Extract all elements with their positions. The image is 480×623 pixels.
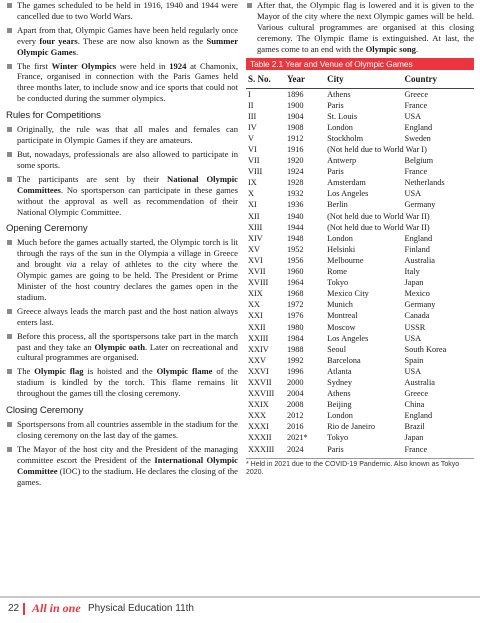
- cell-sno: V: [248, 133, 254, 143]
- table-row: [246, 377, 474, 388]
- bullet-square-icon: [247, 3, 252, 8]
- cell-city: Antwerp: [327, 156, 357, 166]
- bullet-square-icon: [7, 64, 12, 69]
- cell-sno: III: [248, 111, 257, 121]
- table-row: [246, 166, 474, 177]
- table-row: [246, 310, 474, 321]
- cell-country: Greece: [404, 389, 429, 399]
- cell-country: France: [404, 167, 428, 177]
- cell-country: Finland: [404, 244, 430, 254]
- cell-city: Los Angeles: [327, 333, 369, 343]
- paragraph: Originally, the rule was that all males and females can participate in Olympic Games if they are amateurs.: [6, 124, 238, 146]
- cell-year: 1952: [286, 244, 304, 254]
- cell-city: Barcelona: [327, 355, 361, 365]
- right-column: [246, 0, 474, 478]
- cell-country: Japan: [404, 433, 424, 443]
- cell-sno: XXVI: [248, 366, 269, 376]
- header-country: Country: [403, 70, 474, 89]
- bullet-square-icon: [7, 334, 12, 339]
- cell-country: Australia: [404, 255, 435, 265]
- cell-city: Los Angeles: [327, 189, 369, 199]
- cell-sno: XII: [248, 211, 260, 221]
- cell-year: 1992: [286, 355, 304, 365]
- bullet-square-icon: [7, 240, 12, 245]
- cell-year: 2008: [286, 400, 304, 410]
- table-row: [246, 133, 474, 144]
- cell-year: 1996: [286, 366, 304, 376]
- cell-sno: XXXIII: [248, 444, 275, 454]
- cell-country: Greece: [404, 89, 429, 99]
- table-row: [246, 155, 474, 166]
- table-row: [246, 366, 474, 377]
- cell-year: 2021*: [286, 433, 308, 443]
- section-heading-rules: Rules for Competitions: [6, 110, 101, 122]
- cell-city: Helsinki: [327, 244, 356, 254]
- table-header-row: [246, 70, 474, 89]
- table-footnote: * Held in 2021 due to the COVID-19 Pandemic. Also known as Tokyo 2020.: [246, 458, 474, 478]
- cell-city: London: [327, 122, 353, 132]
- bullet-square-icon: [7, 447, 12, 452]
- page-footer: [0, 596, 480, 623]
- cell-city: Munich: [327, 300, 353, 310]
- cell-sno: XXII: [248, 322, 266, 332]
- cell-country: USA: [404, 111, 422, 121]
- cell-sno: IX: [248, 178, 257, 188]
- cell-year: 2024: [286, 444, 304, 454]
- paragraph: Greece always leads the march past and the host nation always enters last.: [6, 306, 238, 328]
- cell-note: (Not held due to World War II): [327, 222, 430, 232]
- cell-city: Atlanta: [327, 366, 352, 376]
- paragraph: But, nowadays, professionals are also allowed to participate in some sports.: [6, 149, 238, 171]
- cell-year: 1900: [286, 100, 304, 110]
- left-column: [6, 0, 238, 491]
- cell-sno: I: [248, 89, 251, 99]
- cell-sno: VI: [248, 145, 257, 154]
- cell-country: Canada: [404, 311, 430, 321]
- cell-sno: XXVIII: [248, 389, 275, 399]
- cell-city: Stockholm: [327, 133, 364, 143]
- paragraph: Apart from that, Olympic Games have been held regularly once every four years. These are now also known as the Summer Olympic Games.: [6, 25, 238, 58]
- cell-country: USSR: [404, 322, 426, 332]
- cell-year: 1976: [286, 311, 304, 321]
- cell-year: 2000: [286, 377, 304, 387]
- page-number: 22: [8, 603, 20, 614]
- bullet-square-icon: [7, 28, 12, 33]
- table-row: [246, 199, 474, 210]
- cell-year: 1960: [286, 267, 304, 277]
- cell-year: 2012: [286, 411, 304, 421]
- cell-city: Rome: [327, 267, 347, 277]
- table-row: [246, 122, 474, 133]
- cell-city: Montreal: [327, 311, 358, 321]
- table-row: [246, 188, 474, 199]
- bullet-square-icon: [7, 422, 12, 427]
- cell-sno: XI: [248, 200, 257, 210]
- cell-sno: XXV: [248, 355, 266, 365]
- cell-city: London: [327, 411, 353, 421]
- cell-year: 1988: [286, 344, 304, 354]
- cell-city: Rio de Janeiro: [327, 422, 376, 432]
- cell-sno: XXXII: [248, 433, 272, 443]
- cell-city: Athens: [327, 89, 351, 99]
- cell-country: Sweden: [404, 133, 431, 143]
- cell-city: Berlin: [327, 200, 348, 210]
- table-row: [246, 388, 474, 399]
- bullet-square-icon: [7, 152, 12, 157]
- brand-logo: All in one: [32, 601, 81, 615]
- bullet-square-icon: [7, 127, 12, 132]
- cell-country: England: [404, 122, 433, 132]
- cell-country: Mexico: [404, 289, 430, 299]
- cell-sno: XXIII: [248, 333, 269, 343]
- header-city: City: [325, 70, 402, 89]
- cell-sno: XXIV: [248, 344, 269, 354]
- cell-year: 1940: [286, 211, 304, 221]
- table-row: [246, 333, 474, 344]
- cell-country: France: [404, 100, 428, 110]
- cell-city: Beijing: [327, 400, 352, 410]
- cell-year: 1964: [286, 278, 304, 288]
- cell-city: Seoul: [327, 344, 346, 354]
- cell-sno: X: [248, 189, 254, 199]
- table-row: [246, 288, 474, 299]
- paragraph: Sportspersons from all countries assemble in the stadium for the closing ceremony on the last day of the games.: [6, 419, 238, 441]
- cell-city: St. Louis: [327, 111, 358, 121]
- cell-country: USA: [404, 366, 422, 376]
- cell-year: 1924: [286, 167, 304, 177]
- table-row: [246, 255, 474, 266]
- cell-city: Melbourne: [327, 255, 364, 265]
- cell-city: Athens: [327, 389, 351, 399]
- cell-year: 1980: [286, 322, 304, 332]
- cell-year: 2004: [286, 389, 304, 399]
- cell-country: Japan: [404, 278, 424, 288]
- cell-country: Netherlands: [404, 178, 445, 188]
- cell-year: 1968: [286, 289, 304, 299]
- cell-country: Italy: [404, 267, 420, 277]
- paragraph: Before this process, all the sportspersons take part in the march past and they take an Olympic oath. Later on recreational and cultural programmes are organised.: [6, 331, 238, 364]
- cell-city: Paris: [327, 100, 344, 110]
- cell-year: 1908: [286, 122, 304, 132]
- table-row: [246, 244, 474, 255]
- cell-sno: XVI: [248, 255, 263, 265]
- cell-sno: XXI: [248, 311, 263, 321]
- cell-sno: IV: [248, 122, 257, 132]
- cell-country: USA: [404, 189, 422, 199]
- cell-sno: XXIX: [248, 400, 269, 410]
- cell-city: Amsterdam: [327, 178, 366, 188]
- paragraph: The participants are sent by their National Olympic Committees. No sportsperson can participate in these games without the approval as well as recommendation of their National Olympic Committee.: [6, 174, 238, 218]
- cell-country: Spain: [404, 355, 424, 365]
- cell-country: USA: [404, 333, 422, 343]
- table-row: [246, 410, 474, 421]
- cell-city: Sydney: [327, 377, 352, 387]
- cell-country: South Korea: [404, 344, 447, 354]
- cell-sno: XXX: [248, 411, 266, 421]
- bullet-square-icon: [7, 309, 12, 314]
- cell-city: London: [327, 233, 353, 243]
- table-row: [246, 355, 474, 366]
- cell-sno: XXXI: [248, 422, 269, 432]
- cell-country: France: [404, 444, 428, 454]
- cell-city: Tokyo: [327, 278, 349, 288]
- cell-year: 1912: [286, 133, 304, 143]
- cell-sno: XIX: [248, 289, 263, 299]
- cell-country: England: [404, 411, 433, 421]
- cell-country: England: [404, 233, 433, 243]
- bullet-square-icon: [7, 177, 12, 182]
- cell-year: 1948: [286, 233, 304, 243]
- cell-sno: XVIII: [248, 278, 269, 288]
- cell-country: Brazil: [404, 422, 425, 432]
- bullet-square-icon: [7, 3, 12, 8]
- cell-note: (Not held due to World War I): [327, 145, 427, 154]
- cell-sno: VII: [248, 156, 260, 166]
- cell-city: Tokyo: [327, 433, 349, 443]
- table-row: [246, 432, 474, 443]
- cell-city: Moscow: [327, 322, 356, 332]
- table-row: [246, 100, 474, 111]
- table-body: [246, 88, 474, 455]
- cell-sno: XVII: [248, 267, 266, 277]
- table-row: [246, 444, 474, 455]
- table-row: [246, 177, 474, 188]
- cell-note: (Not held due to World War II): [327, 211, 430, 221]
- table-row: [246, 299, 474, 310]
- paragraph: The games scheduled to be held in 1916, 1940 and 1944 were cancelled due to two World Wars.: [6, 0, 238, 22]
- book-subject: Physical Education 11th: [88, 603, 194, 614]
- cell-year: 1904: [286, 111, 304, 121]
- table-row: [246, 144, 474, 155]
- table-row: [246, 211, 474, 222]
- header-sno: S. No.: [246, 70, 285, 89]
- paragraph: The Mayor of the host city and the President of the managing committee escort the President of the International Olympic Committee (IOC) to the stadium. He declares the closing of the games.: [6, 444, 238, 488]
- paragraph: After that, the Olympic flag is lowered and it is given to the Mayor of the city where the next Olympic games will be held. Various cultural programmes are organised at this closing ceremony. The Olympic flame is extinguished. At last, the games come to an end with the Olympic song.: [246, 0, 474, 55]
- table-row: [246, 344, 474, 355]
- cell-country: Belgium: [404, 156, 434, 166]
- cell-country: China: [404, 400, 425, 410]
- cell-year: 1920: [286, 156, 304, 166]
- cell-country: Australia: [404, 377, 435, 387]
- table-row: [246, 277, 474, 288]
- table-row: [246, 222, 474, 233]
- table-row: [246, 399, 474, 410]
- cell-sno: XV: [248, 244, 260, 254]
- table-row: [246, 88, 474, 100]
- cell-sno: VIII: [248, 167, 263, 177]
- table-row: [246, 111, 474, 122]
- cell-sno: XXVII: [248, 377, 272, 387]
- olympics-table: [246, 70, 474, 455]
- cell-year: 1972: [286, 300, 304, 310]
- cell-year: 1928: [286, 178, 304, 188]
- cell-year: 2016: [286, 422, 304, 432]
- table-row: [246, 266, 474, 277]
- cell-sno: II: [248, 100, 254, 110]
- header-year: Year: [285, 70, 325, 89]
- cell-year: 1984: [286, 333, 304, 343]
- section-heading-closing: Closing Ceremony: [6, 405, 84, 417]
- cell-year: 1944: [286, 222, 304, 232]
- cell-sno: XIV: [248, 233, 263, 243]
- cell-year: 1896: [286, 89, 304, 99]
- cell-country: Germany: [404, 200, 436, 210]
- paragraph: The first Winter Olympics were held in 1924 at Chamonix, France, organised in connection with the Paris Games held three months later, to include snow and ice sports that could not be conducted during the summer olympics.: [6, 61, 238, 105]
- cell-year: 1936: [286, 200, 304, 210]
- section-heading-opening: Opening Ceremony: [6, 223, 88, 235]
- bullet-square-icon: [7, 369, 12, 374]
- table-row: [246, 233, 474, 244]
- cell-year: 1916: [286, 145, 304, 154]
- table-title: Table 2.1 Year and Venue of Olympic Games: [246, 58, 474, 70]
- cell-year: 1932: [286, 189, 304, 199]
- cell-country: Germany: [404, 300, 436, 310]
- paragraph: Much before the games actually started, the Olympic torch is lit through the rays of the sun in the Olympia a village in Greece and brought via a relay of athletes to the city where the Olympic games are going to be held. The President or Prime Minister of the host country declares the games open in the stadium.: [6, 237, 238, 302]
- cell-year: 1956: [286, 255, 304, 265]
- footer-divider: [23, 603, 25, 615]
- cell-city: Paris: [327, 444, 344, 454]
- paragraph: The Olympic flag is hoisted and the Olympic flame of the stadium is kindled by the torch. This flame remains lit throughout the games till the closing ceremony.: [6, 366, 238, 399]
- cell-sno: XX: [248, 300, 260, 310]
- cell-city: Mexico City: [327, 289, 369, 299]
- table-row: [246, 322, 474, 333]
- table-row: [246, 421, 474, 432]
- cell-sno: XIII: [248, 222, 263, 232]
- cell-city: Paris: [327, 167, 344, 177]
